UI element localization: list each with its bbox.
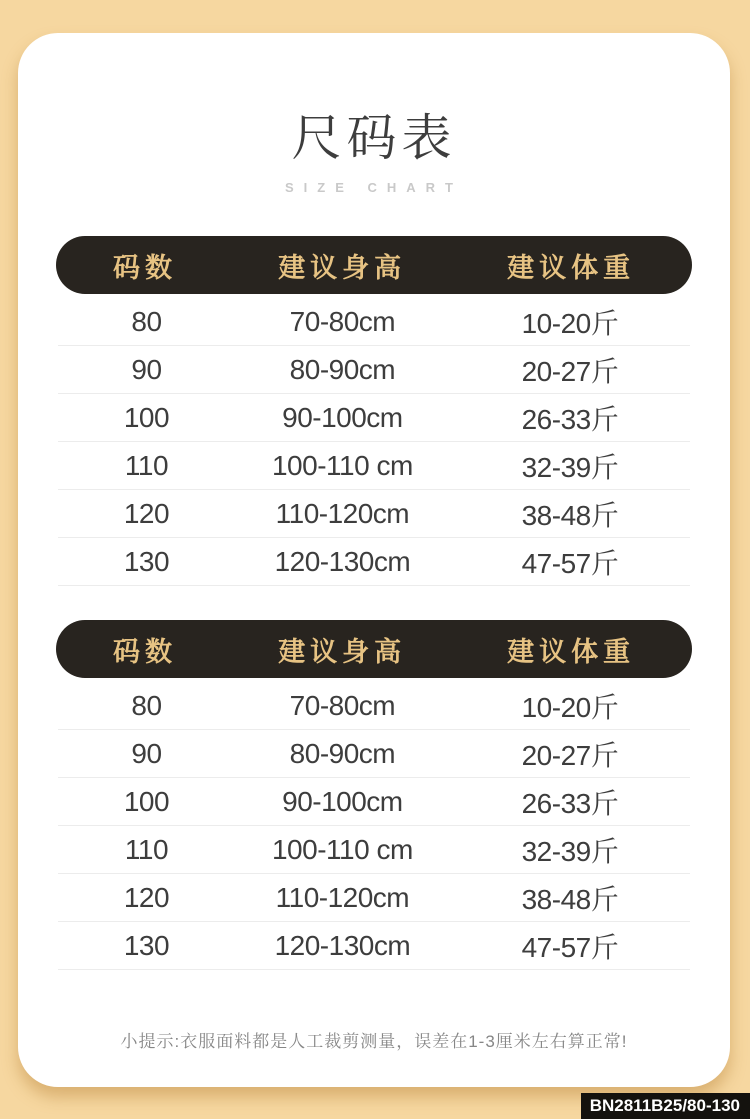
table-row [58, 490, 690, 538]
page-title: 尺码表 [291, 110, 457, 166]
table-cell: 32-39斤 [521, 835, 619, 867]
table-cell: 10-20斤 [521, 307, 619, 339]
table-row [58, 730, 690, 778]
table-cell: 90-100cm [282, 785, 403, 817]
table-cell: 110-120cm [275, 497, 410, 529]
table-cell: 80 [131, 689, 162, 721]
table-row [58, 874, 690, 922]
table-cell: 38-48斤 [521, 883, 619, 915]
table-cell: 90-100cm [282, 401, 403, 433]
table-cell: 80-90cm [289, 353, 396, 385]
table-row [58, 778, 690, 826]
table-cell: 47-57斤 [521, 931, 619, 963]
table-cell: 47-57斤 [521, 547, 619, 579]
table-cell: 100 [123, 401, 170, 433]
header-cell: 建议体重 [507, 252, 636, 283]
table-cell: 26-33斤 [521, 787, 619, 819]
table-cell: 100 [123, 785, 170, 817]
table-cell: 80 [131, 305, 162, 337]
sku-badge: BN2811B25/80-130 [581, 1093, 750, 1119]
table-cell: 38-48斤 [521, 499, 619, 531]
header-cell: 建议身高 [278, 252, 407, 283]
table-row [58, 826, 690, 874]
size-table-1 [18, 236, 730, 586]
header-cell: 码数 [113, 252, 178, 283]
table-row [58, 442, 690, 490]
table-cell: 120-130cm [274, 545, 411, 577]
size-table-2 [18, 620, 730, 970]
table-cell: 90 [131, 353, 162, 385]
table-header-bar [56, 620, 692, 678]
table-cell: 110-120cm [275, 881, 410, 913]
table-row [58, 346, 690, 394]
table-row [58, 538, 690, 586]
table-cell: 110 [124, 449, 169, 481]
header-cell: 码数 [113, 636, 178, 667]
table-cell: 32-39斤 [521, 451, 619, 483]
table-row [58, 922, 690, 970]
header-cell: 建议体重 [507, 636, 636, 667]
table-row [58, 394, 690, 442]
table-rows [58, 682, 690, 970]
table-cell: 120-130cm [274, 929, 411, 961]
table-cell: 120 [123, 881, 170, 913]
table-cell: 70-80cm [289, 689, 396, 721]
page-subtitle: SIZE CHART [285, 180, 463, 195]
table-cell: 10-20斤 [521, 691, 619, 723]
table-cell: 130 [123, 545, 170, 577]
table-row [58, 682, 690, 730]
table-cell: 100-110 cm [271, 449, 413, 481]
table-cell: 20-27斤 [521, 355, 619, 387]
table-cell: 70-80cm [289, 305, 396, 337]
table-cell: 90 [131, 737, 162, 769]
measurement-note: 小提示:衣服面料都是人工裁剪测量，误差在1-3厘米左右算正常! [120, 1032, 628, 1051]
table-cell: 20-27斤 [521, 739, 619, 771]
table-cell: 120 [123, 497, 170, 529]
size-chart-card [18, 33, 730, 1087]
table-cell: 80-90cm [289, 737, 396, 769]
table-cell: 26-33斤 [521, 403, 619, 435]
header-cell: 建议身高 [278, 636, 407, 667]
table-cell: 110 [124, 833, 169, 865]
table-row [58, 298, 690, 346]
table-header-bar [56, 236, 692, 294]
table-cell: 100-110 cm [271, 833, 413, 865]
table-cell: 130 [123, 929, 170, 961]
table-rows [58, 298, 690, 586]
